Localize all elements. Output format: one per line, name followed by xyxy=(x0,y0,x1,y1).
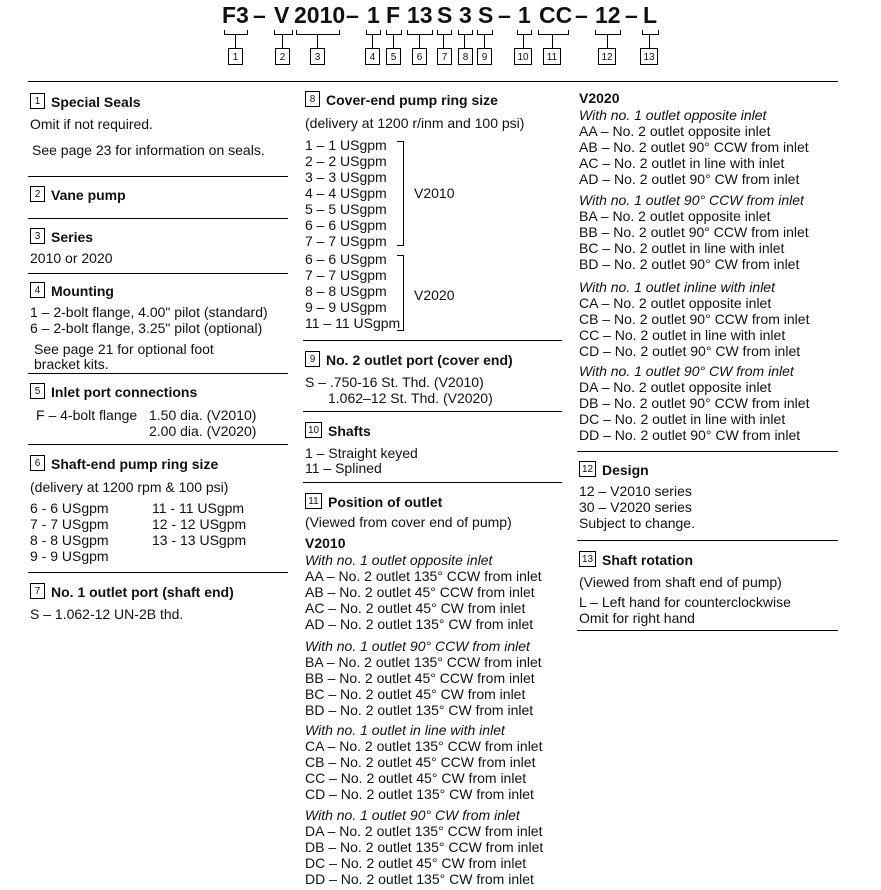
section-number: 7 xyxy=(30,583,45,599)
section-8-group2-label: V2020 xyxy=(414,287,455,303)
list-item: BA – No. 2 outlet opposite inlet xyxy=(579,208,771,224)
divider xyxy=(28,176,288,177)
section-1-note: See page 23 for information on seals. xyxy=(32,142,265,158)
title-text: Vane pump xyxy=(51,187,126,203)
list-item: 4 – 4 USgpm xyxy=(305,185,387,201)
list-item: 12 – V2010 series xyxy=(579,483,692,499)
code-box-6: 6 xyxy=(412,48,427,65)
section-6-title xyxy=(30,456,218,473)
code-box-7: 7 xyxy=(437,48,452,65)
section-1-text: Omit if not required. xyxy=(30,116,153,132)
list-item: CB – No. 2 outlet 90° CCW from inlet xyxy=(579,311,810,327)
v2020-group-b xyxy=(579,192,809,272)
group-heading: With no. 1 outlet opposite inlet xyxy=(579,107,767,123)
section-9-title xyxy=(305,352,513,369)
section-9-line: S – .750-16 St. Thd. (V2010) xyxy=(305,374,484,390)
divider xyxy=(303,411,562,412)
title-text: Shaft-end pump ring size xyxy=(51,456,219,472)
list-item: CA – No. 2 outlet opposite inlet xyxy=(579,295,772,311)
list-item: 7 – 7 USgpm xyxy=(305,233,387,249)
divider xyxy=(577,630,838,631)
list-item: AC – No. 2 outlet 45° CW from inlet xyxy=(305,600,526,616)
list-item: AB – No. 2 outlet 45° CCW from inlet xyxy=(305,584,535,600)
code-segment: 3 xyxy=(459,2,472,28)
list-item: DD – No. 2 outlet 135° CW from inlet xyxy=(305,871,534,887)
list-item: Subject to change. xyxy=(579,515,695,531)
list-item: 9 – 9 USgpm xyxy=(305,299,387,315)
code-box-8: 8 xyxy=(458,48,473,65)
v2010-group-d xyxy=(305,807,543,887)
divider xyxy=(28,373,288,374)
list-item: CB – No. 2 outlet 45° CCW from inlet xyxy=(305,754,536,770)
code-segment: F3 xyxy=(222,2,249,28)
group-heading: With no. 1 outlet 90° CW from inlet xyxy=(579,363,794,379)
list-item: CC – No. 2 outlet 45° CW from inlet xyxy=(305,770,527,786)
list-item: DA – No. 2 outlet opposite inlet xyxy=(579,379,772,395)
list-item: L – Left hand for counterclockwise xyxy=(579,594,791,610)
code-box-13: 13 xyxy=(640,48,658,65)
v2020-group-d xyxy=(579,363,809,443)
list-item: CC – No. 2 outlet in line with inlet xyxy=(579,327,786,343)
group-heading: With no. 1 outlet inline with inlet xyxy=(579,279,775,295)
list-item: 2 – 2 USgpm xyxy=(305,153,387,169)
list-item: AC – No. 2 outlet in line with inlet xyxy=(579,155,785,171)
section-6-col1 xyxy=(30,500,109,564)
code-box-9: 9 xyxy=(477,48,492,65)
section-11-sub: (Viewed from cover end of pump) xyxy=(305,514,512,530)
code-box-2: 2 xyxy=(275,48,290,65)
section-number: 5 xyxy=(30,383,45,399)
list-item: BC – No. 2 outlet in line with inlet xyxy=(579,240,785,256)
header-divider xyxy=(28,81,838,82)
divider xyxy=(577,451,838,452)
section-7-text: S – 1.062-12 UN-2B thd. xyxy=(30,606,184,622)
list-item: DD – No. 2 outlet 90° CW from inlet xyxy=(579,427,801,443)
section-5-left: F – 4-bolt flange xyxy=(36,407,138,423)
section-4-title xyxy=(30,283,114,300)
code-box-4: 4 xyxy=(365,48,380,65)
section-8-group1-label: V2010 xyxy=(414,185,455,201)
list-item: 8 – 8 USgpm xyxy=(305,283,387,299)
section-number: 6 xyxy=(30,455,45,471)
list-item: 8 - 8 USgpm xyxy=(30,532,109,548)
section-13-lines xyxy=(579,594,791,626)
code-box-12: 12 xyxy=(598,48,616,65)
list-item: AA – No. 2 outlet 135° CCW from inlet xyxy=(305,568,542,584)
divider xyxy=(28,273,288,274)
title-text: Design xyxy=(602,462,649,478)
group-heading: With no. 1 outlet in line with inlet xyxy=(305,722,505,738)
section-5-title xyxy=(30,384,197,401)
code-segment: CC xyxy=(539,2,573,28)
list-item: CA – No. 2 outlet 135° CCW from inlet xyxy=(305,738,543,754)
divider xyxy=(303,340,562,341)
code-segment: 13 xyxy=(407,2,433,28)
section-13-title xyxy=(579,552,693,569)
list-item: CD – No. 2 outlet 135° CW from inlet xyxy=(305,786,534,802)
section-number: 3 xyxy=(30,228,45,244)
divider xyxy=(28,218,288,219)
title-text: Cover-end pump ring size xyxy=(326,92,498,108)
list-item: 6 – 6 USgpm xyxy=(305,251,387,267)
list-item: BB – No. 2 outlet 45° CCW from inlet xyxy=(305,670,535,686)
list-item: BD – No. 2 outlet 90° CW from inlet xyxy=(579,256,800,272)
list-item: CD – No. 2 outlet 90° CW from inlet xyxy=(579,343,801,359)
title-text: Series xyxy=(51,229,94,245)
list-item: 11 - 11 USgpm xyxy=(152,500,245,516)
section-8-group2 xyxy=(305,251,400,331)
code-segment: F xyxy=(386,2,401,28)
section-7-title xyxy=(30,584,234,601)
group-heading: With no. 1 outlet opposite inlet xyxy=(305,552,493,568)
list-item: Omit for right hand xyxy=(579,610,695,626)
code-segment: L xyxy=(643,2,658,28)
list-item: DC – No. 2 outlet in line with inlet xyxy=(579,411,786,427)
group-heading: With no. 1 outlet 90° CCW from inlet xyxy=(305,638,530,654)
section-number: 13 xyxy=(579,551,596,567)
list-item: BB – No. 2 outlet 90° CCW from inlet xyxy=(579,224,809,240)
section-8-group1 xyxy=(305,137,387,249)
v2010-group-c xyxy=(305,722,542,802)
title-text: Shaft rotation xyxy=(602,552,693,568)
code-box-3: 3 xyxy=(310,48,325,65)
section-12-lines xyxy=(579,483,695,531)
section-number: 1 xyxy=(30,93,45,109)
list-item: DB – No. 2 outlet 90° CCW from inlet xyxy=(579,395,810,411)
section-10-line: 1 – Straight keyed xyxy=(305,445,418,461)
section-12-title xyxy=(579,462,649,479)
section-number: 4 xyxy=(30,282,45,298)
code-segment: – xyxy=(498,2,511,28)
divider xyxy=(577,540,838,541)
title-text: Special Seals xyxy=(51,94,141,110)
section-2-title xyxy=(30,187,126,204)
divider xyxy=(28,572,288,573)
section-number: 10 xyxy=(305,422,322,438)
section-number: 2 xyxy=(30,186,45,202)
v2010-group-a xyxy=(305,552,542,632)
list-item: 12 - 12 USgpm xyxy=(152,516,247,532)
section-9-line: 1.062–12 St. Thd. (V2020) xyxy=(328,390,493,406)
section-1-title xyxy=(30,94,141,111)
code-segment: S xyxy=(437,2,453,28)
series-heading-v2020: V2020 xyxy=(579,90,620,106)
code-segment: – xyxy=(253,2,266,28)
code-segment: 1 xyxy=(367,2,380,28)
section-4-note: bracket kits. xyxy=(34,356,109,372)
divider xyxy=(28,444,288,445)
group-heading: With no. 1 outlet 90° CW from inlet xyxy=(305,807,520,823)
divider xyxy=(303,482,562,483)
section-6-col2 xyxy=(152,500,246,548)
v2020-group-c xyxy=(579,279,809,359)
list-item: DA – No. 2 outlet 135° CCW from inlet xyxy=(305,823,543,839)
list-item: 5 – 5 USgpm xyxy=(305,201,387,217)
list-item: AA – No. 2 outlet opposite inlet xyxy=(579,123,771,139)
list-item: DB – No. 2 outlet 135° CCW from inlet xyxy=(305,839,544,855)
section-number: 11 xyxy=(305,493,322,509)
list-item: 6 - 6 USgpm xyxy=(30,500,109,516)
list-item: BA – No. 2 outlet 135° CCW from inlet xyxy=(305,654,542,670)
section-11-title xyxy=(305,494,442,511)
v2020-group-a xyxy=(579,107,809,187)
code-segment: – xyxy=(625,2,638,28)
section-4-note: See page 21 for optional foot xyxy=(34,341,214,357)
list-item: 7 – 7 USgpm xyxy=(305,267,387,283)
title-text: Shafts xyxy=(328,423,371,439)
list-item: 13 - 13 USgpm xyxy=(152,532,247,548)
code-box-5: 5 xyxy=(386,48,401,65)
section-3-title xyxy=(30,229,93,246)
bracket-v2020 xyxy=(397,255,404,331)
code-segment: – xyxy=(346,2,359,28)
code-segment: – xyxy=(575,2,588,28)
code-segment: V xyxy=(274,2,290,28)
title-text: Inlet port connections xyxy=(51,384,198,400)
section-number: 12 xyxy=(579,461,596,477)
code-segment: 2010 xyxy=(294,2,346,28)
list-item: BC – No. 2 outlet 45° CW from inlet xyxy=(305,686,526,702)
section-3-text: 2010 or 2020 xyxy=(30,250,113,266)
code-box-11: 11 xyxy=(543,48,561,65)
list-item: 7 - 7 USgpm xyxy=(30,516,109,532)
section-10-title xyxy=(305,423,371,440)
section-8-sub: (delivery at 1200 r/inm and 100 psi) xyxy=(305,115,525,131)
list-item: 30 – V2020 series xyxy=(579,499,692,515)
code-box-10: 10 xyxy=(514,48,532,65)
group-heading: With no. 1 outlet 90° CCW from inlet xyxy=(579,192,804,208)
list-item: 11 – 11 USgpm xyxy=(305,315,401,331)
title-text: Mounting xyxy=(51,283,114,299)
list-item: 3 – 3 USgpm xyxy=(305,169,387,185)
section-4-line: 1 – 2-bolt flange, 4.00" pilot (standard) xyxy=(30,304,268,320)
section-13-sub: (Viewed from shaft end of pump) xyxy=(579,574,782,590)
v2010-group-b xyxy=(305,638,542,718)
list-item: DC – No. 2 outlet 45° CW from inlet xyxy=(305,855,527,871)
code-box-1: 1 xyxy=(228,48,243,65)
section-6-sub: (delivery at 1200 rpm & 100 psi) xyxy=(30,479,229,495)
title-text: Position of outlet xyxy=(328,494,443,510)
title-text: No. 1 outlet port (shaft end) xyxy=(51,584,234,600)
code-segment: S xyxy=(478,2,494,28)
list-item: BD – No. 2 outlet 135° CW from inlet xyxy=(305,702,534,718)
list-item: AD – No. 2 outlet 90° CW from inlet xyxy=(579,171,800,187)
series-heading-v2010: V2010 xyxy=(305,535,346,551)
title-text: No. 2 outlet port (cover end) xyxy=(326,352,513,368)
code-segment: 1 xyxy=(518,2,531,28)
list-item: AB – No. 2 outlet 90° CCW from inlet xyxy=(579,139,809,155)
section-number: 8 xyxy=(305,91,320,107)
bracket-v2010 xyxy=(397,141,404,246)
section-5-right: 2.00 dia. (V2020) xyxy=(149,423,257,439)
section-4-line: 6 – 2-bolt flange, 3.25" pilot (optional) xyxy=(30,320,263,336)
section-8-title xyxy=(305,92,498,109)
code-segment: 12 xyxy=(595,2,621,28)
list-item: 6 – 6 USgpm xyxy=(305,217,387,233)
list-item: 1 – 1 USgpm xyxy=(305,137,387,153)
list-item: AD – No. 2 outlet 135° CW from inlet xyxy=(305,616,534,632)
list-item: 9 - 9 USgpm xyxy=(30,548,109,564)
section-5-right: 1.50 dia. (V2010) xyxy=(149,407,257,423)
section-number: 9 xyxy=(305,351,320,367)
section-10-line: 11 – Splined xyxy=(305,460,382,476)
